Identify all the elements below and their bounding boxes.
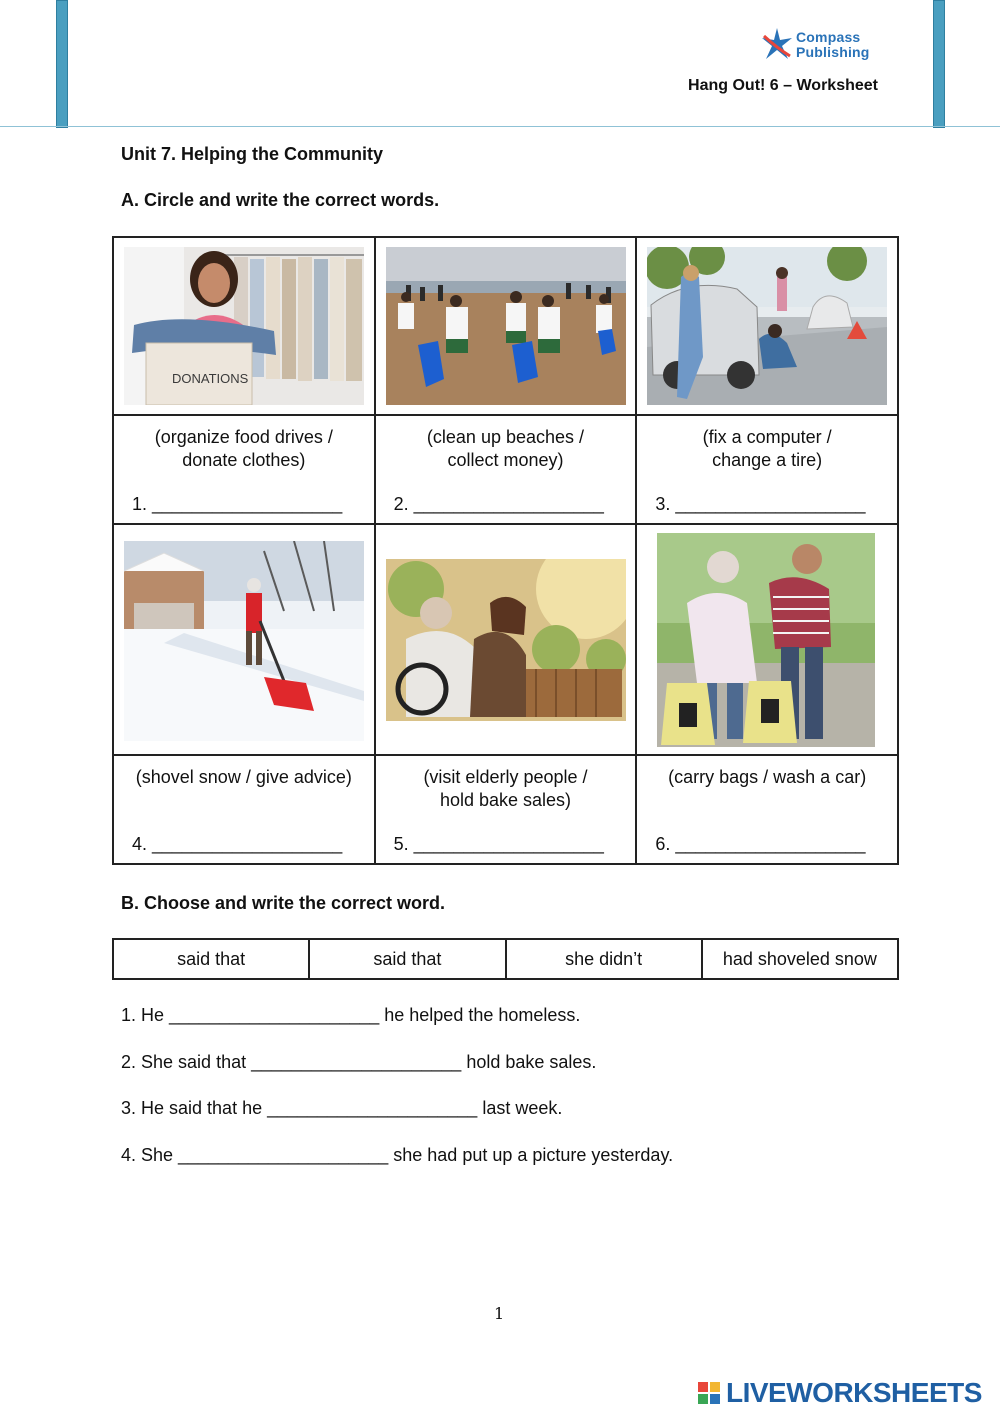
- sentence-1[interactable]: 1. He _____________________ he helped the homeless.: [121, 1005, 581, 1025]
- donations-photo: [124, 247, 364, 405]
- answer-blank-2[interactable]: 2. ___________________: [393, 494, 604, 514]
- liveworksheets-brand: LIVEWORKSHEETS: [726, 1377, 982, 1408]
- elderly-visit-photo: [386, 559, 626, 721]
- caption-line: (clean up beaches /: [426, 427, 585, 447]
- answer-blank-6[interactable]: 6. ___________________: [655, 834, 866, 854]
- caption-line: collect money): [447, 450, 564, 470]
- logo-text-compass: Compass: [796, 29, 861, 45]
- caption-line: (fix a computer /: [702, 427, 832, 447]
- logo-text-publishing: Publishing: [796, 44, 870, 60]
- compass-star-icon: [760, 26, 794, 62]
- shovel-snow-photo: [124, 541, 364, 741]
- caption-line: (shovel snow / give advice): [135, 767, 352, 787]
- word-bank-item: said that: [113, 939, 309, 979]
- caption-line: (carry bags / wash a car): [668, 767, 867, 787]
- worksheet-subtitle: Hang Out! 6 – Worksheet: [688, 77, 878, 94]
- caption-cell-5: [375, 755, 637, 864]
- caption-line: hold bake sales): [439, 790, 572, 810]
- left-header-bar: [56, 0, 68, 128]
- caption-line: (organize food drives /: [154, 427, 333, 447]
- caption-line: donate clothes): [182, 450, 306, 470]
- beach-cleanup-photo: [386, 247, 626, 405]
- sentence-3[interactable]: 3. He said that he _____________________ last week.: [121, 1098, 563, 1118]
- caption-cell-3: [636, 415, 898, 524]
- liveworksheets-grid-icon: [698, 1382, 720, 1404]
- section-a-title: A. Circle and write the correct words.: [121, 190, 440, 210]
- answer-blank-3[interactable]: 3. ___________________: [655, 494, 866, 514]
- word-bank-item: she didn’t: [506, 939, 702, 979]
- caption-line: change a tire): [712, 450, 823, 470]
- page-number: 1: [494, 1304, 505, 1323]
- compass-publishing-logo: [760, 26, 880, 66]
- caption-cell-4: [113, 755, 375, 864]
- word-bank: [112, 938, 899, 980]
- answer-blank-4[interactable]: 4. ___________________: [132, 834, 343, 854]
- caption-cell-6: [636, 755, 898, 864]
- image-cell-5: [375, 524, 637, 755]
- right-header-bar: [933, 0, 945, 128]
- image-cell-4: [113, 524, 375, 755]
- liveworksheets-logo: [698, 1377, 994, 1411]
- answer-blank-5[interactable]: 5. ___________________: [393, 834, 604, 854]
- sentence-2[interactable]: 2. She said that _____________________ hold bake sales.: [121, 1052, 597, 1072]
- donations-sign: DONATIONS: [172, 371, 249, 386]
- section-a-grid: [112, 236, 899, 865]
- section-b-title: B. Choose and write the correct word.: [121, 893, 446, 913]
- answer-blank-1[interactable]: 1. ___________________: [132, 494, 343, 514]
- image-cell-2: [375, 237, 637, 415]
- image-cell-1: [113, 237, 375, 415]
- image-cell-6: [636, 524, 898, 755]
- header-divider: [0, 126, 1000, 127]
- carry-bags-photo: [657, 533, 875, 747]
- caption-cell-2: [375, 415, 637, 524]
- image-cell-3: [636, 237, 898, 415]
- word-bank-item: had shoveled snow: [702, 939, 898, 979]
- caption-cell-1: [113, 415, 375, 524]
- word-bank-item: said that: [309, 939, 505, 979]
- unit-title: Unit 7. Helping the Community: [121, 144, 384, 164]
- caption-line: (visit elderly people /: [423, 767, 588, 787]
- change-tire-photo: [647, 247, 887, 405]
- sentence-4[interactable]: 4. She _____________________ she had put up a picture yesterday.: [121, 1145, 674, 1165]
